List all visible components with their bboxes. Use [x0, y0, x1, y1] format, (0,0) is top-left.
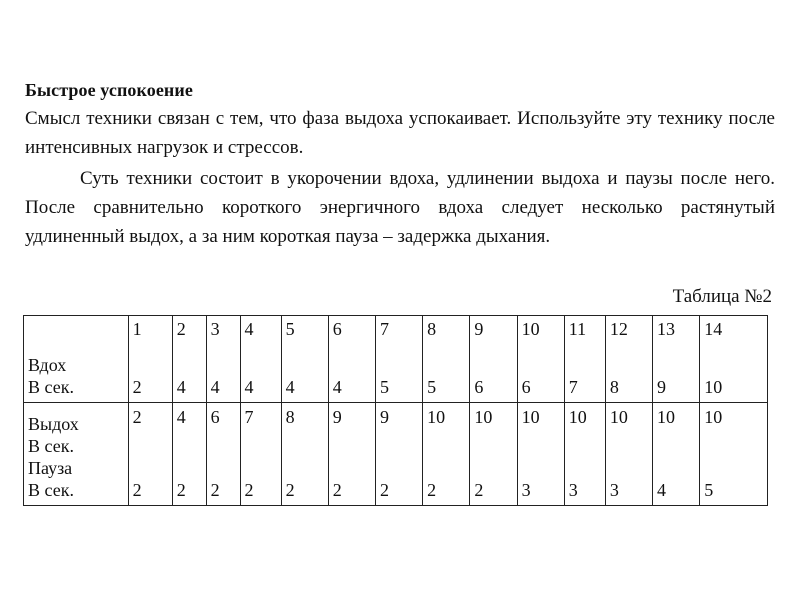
label-exhale: Выдох: [28, 414, 79, 434]
label-inhale: Вдох: [28, 355, 67, 375]
exhale-pause-cell: [240, 403, 281, 506]
inhale-seconds: 6: [521, 377, 531, 397]
exhale-seconds: 10: [657, 407, 676, 427]
inhale-seconds: 7: [568, 377, 578, 397]
exhale-pause-cell: [128, 403, 172, 506]
exhale-pause-cell: [375, 403, 422, 506]
inhale-step: 3: [210, 319, 220, 339]
pause-seconds: 4: [657, 480, 667, 500]
inhale-step: 10: [521, 319, 540, 339]
label-pause: Пауза: [28, 458, 73, 478]
exhale-seconds: 10: [704, 407, 723, 427]
pause-seconds: 2: [332, 480, 342, 500]
inhale-step: 1: [132, 319, 142, 339]
exhale-seconds: 10: [609, 407, 628, 427]
pause-seconds: 2: [210, 480, 220, 500]
pause-seconds: 2: [474, 480, 484, 500]
inhale-cell: [605, 316, 652, 403]
section-heading: Быстрое успокоение: [25, 80, 193, 100]
inhale-cell: [128, 316, 172, 403]
inhale-seconds: 10: [704, 377, 723, 397]
exhale-pause-cell: [653, 403, 700, 506]
exhale-pause-cell: [564, 403, 605, 506]
exhale-seconds: 10: [568, 407, 587, 427]
exhale-seconds: 10: [521, 407, 540, 427]
inhale-cell: [564, 316, 605, 403]
exhale-pause-cell: [423, 403, 470, 506]
inhale-step: 11: [568, 319, 587, 339]
exhale-pause-cell: [281, 403, 328, 506]
pause-seconds: 2: [132, 480, 142, 500]
exhale-seconds: 6: [210, 407, 220, 427]
inhale-seconds: 6: [474, 377, 484, 397]
inhale-cell: [206, 316, 240, 403]
exhale-pause-cell: [328, 403, 375, 506]
paragraph-2: Суть техники состоит в укорочении вдоха, удлинении выдоха и паузы после него. После сравнительно короткого энергичного вдоха следует несколько растянутый удлиненный выдох, а за ним короткая пауза – задержка дыхания.: [25, 168, 775, 247]
inhale-seconds: 4: [176, 377, 186, 397]
label-pause-sec: В сек.: [28, 480, 74, 500]
inhale-step: 7: [379, 319, 389, 339]
inhale-seconds: 8: [609, 377, 619, 397]
paragraph-1: Смысл техники связан с тем, что фаза выдоха успокаивает. Используйте эту технику после интенсивных нагрузок и стрессов.: [25, 108, 775, 158]
exhale-pause-cell: [517, 403, 564, 506]
inhale-step: 9: [474, 319, 484, 339]
inhale-cell: [328, 316, 375, 403]
inhale-seconds: 4: [244, 377, 254, 397]
exhale-pause-cell: [470, 403, 517, 506]
inhale-seconds: 4: [285, 377, 295, 397]
pause-seconds: 5: [704, 480, 714, 500]
inhale-step: 8: [427, 319, 437, 339]
pause-seconds: 3: [568, 480, 578, 500]
exhale-pause-cell: [700, 403, 768, 506]
inhale-cell: [470, 316, 517, 403]
inhale-seconds: 2: [132, 377, 142, 397]
pause-seconds: 2: [285, 480, 295, 500]
inhale-cell: [281, 316, 328, 403]
inhale-step: 14: [704, 319, 723, 339]
row-label-inhale: [24, 316, 129, 403]
pause-seconds: 2: [244, 480, 254, 500]
inhale-cell: [172, 316, 206, 403]
pause-seconds: 3: [521, 480, 531, 500]
inhale-seconds: 5: [379, 377, 389, 397]
exhale-seconds: 4: [176, 407, 186, 427]
exhale-seconds: 9: [379, 407, 389, 427]
row-label-exhale-pause: [24, 403, 129, 506]
exhale-seconds: 8: [285, 407, 295, 427]
label-inhale-sec: В сек.: [28, 377, 74, 397]
exhale-pause-cell: [172, 403, 206, 506]
inhale-step: 4: [244, 319, 254, 339]
inhale-cell: [240, 316, 281, 403]
pause-seconds: 3: [609, 480, 619, 500]
exhale-pause-cell: [206, 403, 240, 506]
exhale-seconds: 10: [427, 407, 446, 427]
inhale-step: 2: [176, 319, 186, 339]
pause-seconds: 2: [176, 480, 186, 500]
label-exhale-sec: В сек.: [28, 436, 74, 456]
exhale-seconds: 10: [474, 407, 493, 427]
inhale-cell: [423, 316, 470, 403]
inhale-cell: [700, 316, 768, 403]
pause-seconds: 2: [427, 480, 437, 500]
table-caption: Таблица №2: [672, 286, 772, 307]
exhale-seconds: 7: [244, 407, 254, 427]
inhale-seconds: 5: [427, 377, 437, 397]
inhale-step: 5: [285, 319, 295, 339]
inhale-step: 6: [332, 319, 342, 339]
inhale-seconds: 4: [332, 377, 342, 397]
inhale-seconds: 4: [210, 377, 220, 397]
inhale-step: 12: [609, 319, 628, 339]
exhale-pause-cell: [605, 403, 652, 506]
inhale-cell: [375, 316, 422, 403]
breathing-table: [23, 315, 768, 506]
inhale-step: 13: [657, 319, 676, 339]
inhale-cell: [517, 316, 564, 403]
table-row: [24, 403, 768, 506]
pause-seconds: 2: [379, 480, 389, 500]
exhale-seconds: 9: [332, 407, 342, 427]
inhale-cell: [653, 316, 700, 403]
exhale-seconds: 2: [132, 407, 142, 427]
inhale-seconds: 9: [657, 377, 667, 397]
table-row: [24, 316, 768, 403]
